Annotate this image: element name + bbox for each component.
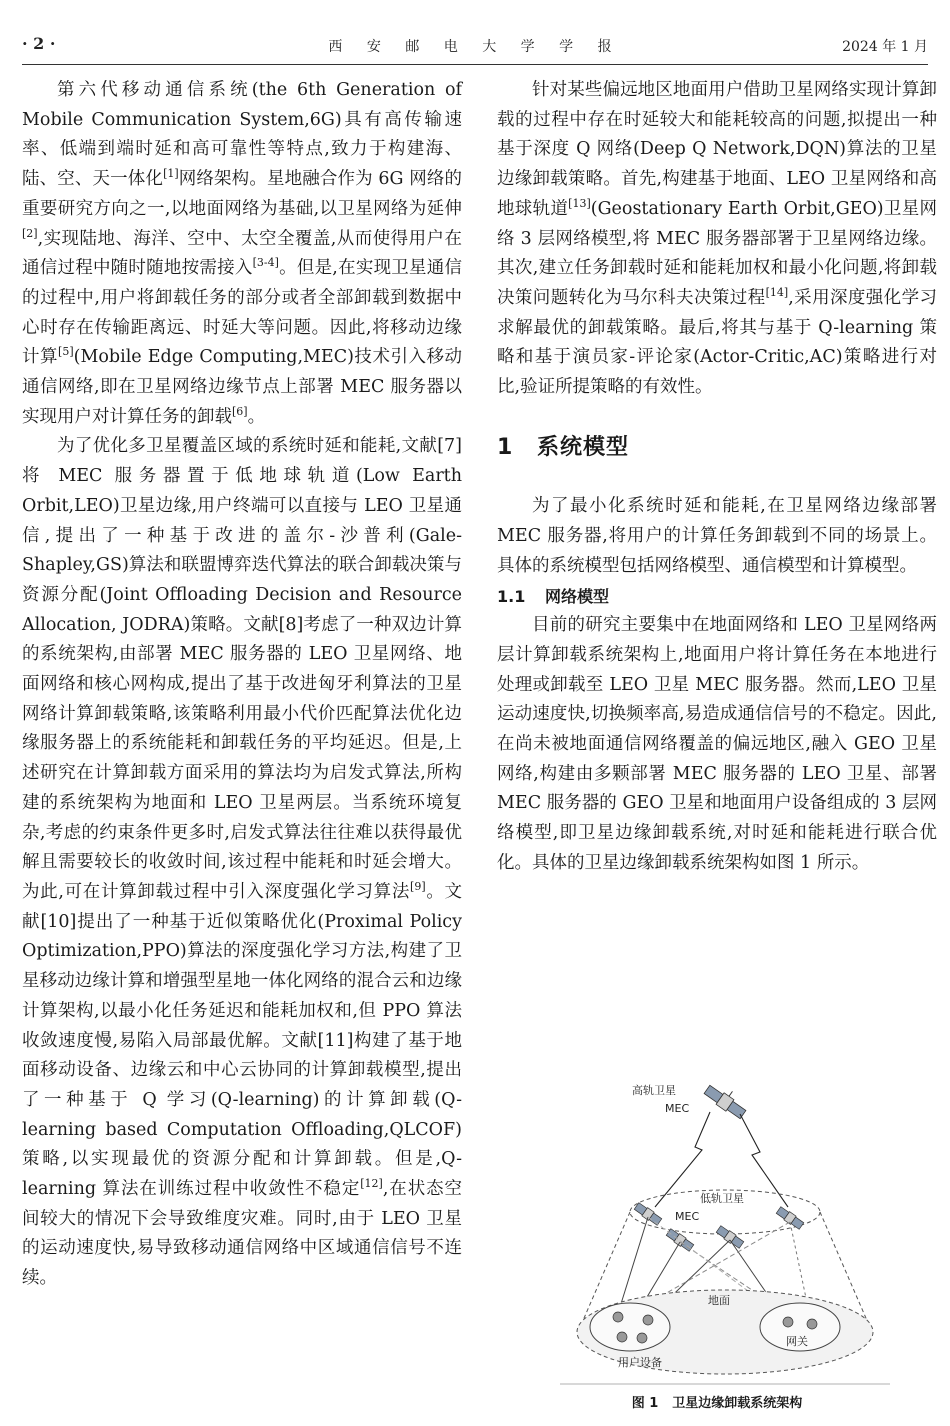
section-paragraph: 为了最小化系统时延和能耗,在卫星网络边缘部署 MEC 服务器,将用户的计算任务卸载到不同的场景上。具体的系统模型包括网络模型、通信模型和计算模型。 — [497, 496, 937, 576]
citation: [14] — [765, 286, 789, 300]
gateway-label: 网关 — [786, 1335, 808, 1348]
network-model-paragraph: 目前的研究主要集中在地面网络和 LEO 卫星网络两层计算卸载系统架构上,地面用户将计算任务在本地进行处理或卸载至 LEO 卫星 MEC 服务器。然而,LEO 卫星运动速度快,切换频率高,易造成通信信号的不稳定。因此,在尚未被地面通信网络覆盖的偏远地区,融入 GEO 卫星网络,构建由多颗部署 MEC 服务器的 LEO 卫星、部署 MEC 服务器的 GEO 卫星和地面用户设备组成的 3 层网络模型,即卫星边缘卸载系统,对时延和能耗进行联合优化。具体的卫星边缘卸载系统架构如图 1 所示。 — [497, 615, 937, 873]
figure-caption — [497, 1392, 937, 1411]
right-column — [497, 76, 937, 879]
citation: [3-4] — [252, 256, 279, 270]
page-number: · 2 · — [22, 34, 56, 53]
section-title: 系统模型 — [537, 434, 630, 460]
issue-date: 2024 年 1 月 — [842, 39, 928, 55]
leo-label: 低轨卫星 — [700, 1192, 744, 1205]
ground-label: 地面 — [708, 1294, 730, 1307]
intro-paragraph-1: 第六代移动通信系统(the 6th Generation of Mobile Communication System,6G)具有高传输速率、低端到端时延和高可靠性等特点,致力于构建海、陆、空、天一体化[1]网络架构。星地融合作为 6G 网络的重要研究方向之一,以地面网络为基础,以卫星网络为延伸[2],实现陆地、海洋、空中、太空全覆盖,从而使得用户在通信过程中随时随地按需接入[3-4]。但是,在实现卫星通信的过程中,用户将卸载任务的部分或者全部卸载到数据中心时存在传输距离远、时延大等问题。因此,将移动边缘计算[5](Mobile Edge Computing,MEC)技术引入移动通信网络,即在卫星网络边缘节点上部署 MEC 服务器以实现用户对计算任务的卸载[6]。 — [22, 80, 463, 427]
user-devices-label: 用户设备 — [618, 1356, 662, 1369]
user-device-icon — [617, 1332, 627, 1342]
geo-leo-link — [740, 1114, 788, 1207]
comm-link — [620, 1217, 648, 1307]
section-heading — [497, 433, 937, 463]
subsection-heading — [497, 582, 937, 612]
geo-label: 高轨卫星 — [632, 1084, 676, 1097]
user-device-icon — [613, 1312, 623, 1322]
header-rule — [22, 64, 928, 65]
leo-satellite-icon — [634, 1202, 663, 1226]
page-header — [22, 34, 928, 62]
citation: [1] — [163, 167, 179, 181]
intro-paragraph-3: 针对某些偏远地区地面用户借助卫星网络实现计算卸载的过程中存在时延较大和能耗较高的问题,拟提出一种基于深度 Q 网络(Deep Q Network,DQN)算法的卫星边缘卸载策略。首先,构建基于地面、LEO 卫星网络和高地球轨道[13](Geostationary Earth Orbit,GEO)卫星网络 3 层网络模型,将 MEC 服务器部署于卫星网络边缘。其次,建立任务卸载时延和能耗加权和最小化问题,将卸载决策问题转化为马尔科夫决策过程[14],采用深度强化学习求解最优的卸载策略。最后,将其与基于 Q-learning 策略和基于演员家-评论家(Actor-Critic,AC)策略进行对比,验证所提策略的有效性。 — [497, 80, 937, 398]
geo-mec-label: MEC — [665, 1102, 690, 1115]
left-column — [22, 76, 462, 1294]
subsection-title: 网络模型 — [545, 586, 610, 606]
subsection-number: 1.1 — [497, 586, 526, 606]
gateway-icon — [783, 1317, 793, 1327]
user-device-icon — [637, 1333, 647, 1343]
gateway-icon — [807, 1319, 817, 1329]
architecture-diagram — [560, 1072, 890, 1392]
citation: [9] — [410, 880, 426, 894]
citation: [2] — [22, 226, 38, 240]
leo-mec-label: MEC — [675, 1210, 700, 1223]
figure-title: 卫星边缘卸载系统架构 — [672, 1396, 803, 1411]
figure-number: 图 1 — [631, 1396, 659, 1411]
citation: [5] — [58, 345, 74, 359]
geo-satellite-icon — [703, 1079, 751, 1121]
journal-name: 西 安 邮 电 大 学 学 报 — [328, 39, 622, 55]
citation: [13] — [568, 196, 591, 210]
user-device-cluster — [590, 1303, 670, 1351]
figure-1 — [560, 1072, 890, 1392]
intro-paragraph-2: 为了优化多卫星覆盖区域的系统时延和能耗,文献[7]将 MEC 服务器置于低地球轨道(Low Earth Orbit,LEO)卫星边缘,用户终端可以直接与 LEO 卫星通信,提出了一种基于改进的盖尔-沙普利(Gale-Shapley,GS)算法和联盟博弈迭代算法的联合卸载决策与资源分配(Joint Offloading Decision and Resource Allocation, JODRA)策略。文献[8]考虑了一种双边计算的系统架构,由部署 MEC 服务器的 LEO 卫星网络、地面网络和核心网构成,提出了基于改进匈牙利算法的卫星网络计算卸载策略,该策略利用最小代价匹配算法优化边缘服务器上的系统能耗和卸载任务的平均延迟。但是,上述研究在计算卸载方面采用的算法均为启发式算法,所构建的系统架构为地面和 LEO 卫星两层。当系统环境复杂,考虑的约束条件更多时,启发式算法往往难以获得最优解且需要较长的收敛时间,该过程中能耗和时延会增大。为此,可在计算卸载过程中引入深度强化学习算法[9]。文献[10]提出了一种基于近似策略优化(Proximal Policy Optimization,PPO)算法的深度强化学习方法,构建了卫星移动边缘计算和增强型星地一体化网络的混合云和边缘计算架构,以最小化任务延迟和能耗加权和,但 PPO 算法收敛速度慢,易陷入局部最优解。文献[11]构建了基于地面移动设备、边缘云和中心云协同的计算卸载模型,提出了一种基于 Q 学习(Q-learning)的计算卸载(Q-learning based Computation Offloading,QLCOF)策略,以实现最优的资源分配和计算卸载。但是,Q-learning 算法在训练过程中收敛性不稳定[12],在状态空间较大的情况下会导致维度灾难。同时,由于 LEO 卫星的运动速度快,易导致移动通信网络中区域通信信号不连续。 — [22, 436, 463, 1289]
citation: [6] — [232, 404, 248, 418]
leo-satellite-icon — [716, 1225, 745, 1249]
user-device-icon — [643, 1315, 653, 1325]
citation: [12] — [360, 1177, 383, 1191]
leo-satellite-icon — [776, 1206, 805, 1230]
section-number: 1 — [497, 434, 514, 460]
